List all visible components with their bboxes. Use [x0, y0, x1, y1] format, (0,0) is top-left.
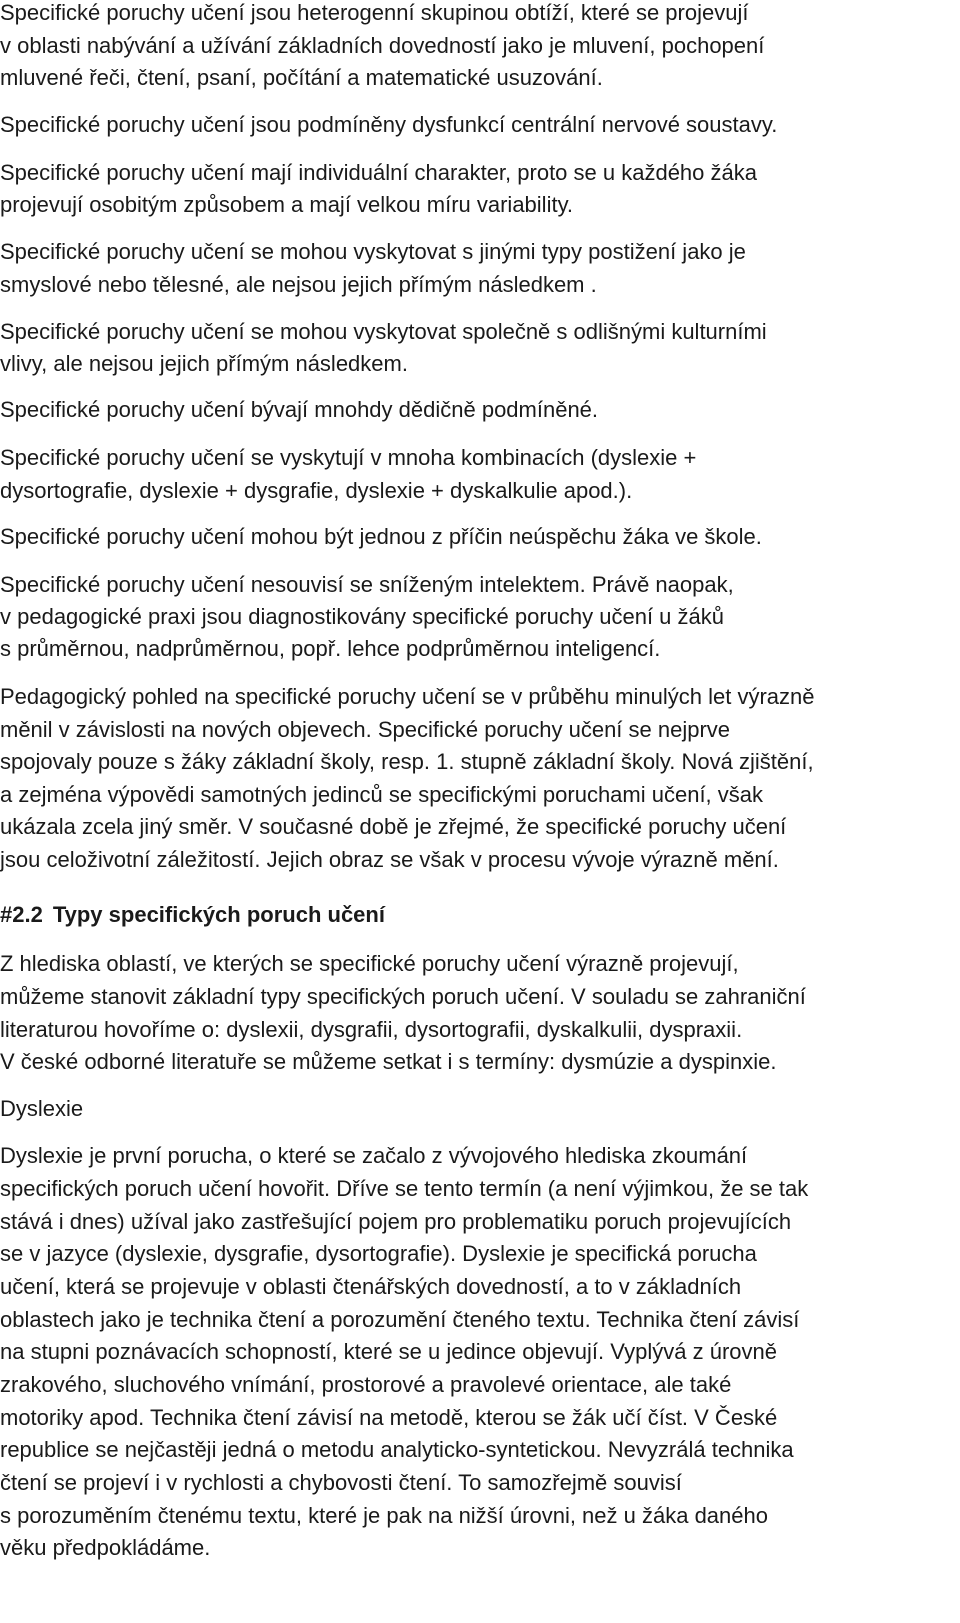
text-line: specifických poruch učení hovořit. Dříve se tento termín (a není výjimkou, že se tak: [0, 1176, 809, 1201]
text-line: Specifické poruchy učení se mohou vyskytovat společně s odlišnými kulturními: [0, 319, 767, 344]
section-number: #2.2: [0, 902, 43, 927]
text-line: ukázala zcela jiný směr. V současné době je zřejmé, že specifické poruchy učení: [0, 814, 787, 839]
text-line: čtení se projeví i v rychlosti a chybovosti čtení. To samozřejmě souvisí: [0, 1470, 682, 1495]
text-line: motoriky apod. Technika čtení závisí na metodě, kterou se žák učí číst. V České: [0, 1405, 778, 1430]
text-line: jsou celoživotní záležitostí. Jejich obraz se však v procesu vývoje výrazně mění.: [0, 847, 779, 872]
text-line: Dyslexie: [0, 1096, 84, 1121]
text-line: na stupni poznávacích schopností, které se u jedince objevují. Vyplývá z úrovně: [0, 1339, 777, 1364]
text-line: dysortografie, dyslexie + dysgrafie, dyslexie + dyskalkulie apod.).: [0, 478, 633, 503]
text-line: republice se nejčastěji jedná o metodu analyticko-syntetickou. Nevyzrálá technika: [0, 1437, 794, 1462]
text-line: měnil v závislosti na nových objevech. Specifické poruchy učení se nejprve: [0, 717, 731, 742]
text-line: Z hlediska oblastí, ve kterých se specifické poruchy učení výrazně projevují,: [0, 951, 739, 976]
text-line: vlivy, ale nejsou jejich přímým následkem.: [0, 351, 408, 376]
text-line: Specifické poruchy učení bývají mnohdy dědičně podmíněné.: [0, 397, 599, 422]
section-heading: [0, 898, 385, 931]
text-line: Specifické poruchy učení mohou být jednou z příčin neúspěchu žáka ve škole.: [0, 524, 762, 549]
section-title: Typy specifických poruch učení: [52, 902, 385, 927]
text-line: Specifické poruchy učení nesouvisí se sníženým intelektem. Právě naopak,: [0, 572, 734, 597]
text-line: zrakového, sluchového vnímání, prostorové a pravolevé orientace, ale také: [0, 1372, 732, 1397]
text-line: v pedagogické praxi jsou diagnostikovány specifické poruchy učení u žáků: [0, 604, 724, 629]
text-line: oblastech jako je technika čtení a porozumění čteného textu. Technika čtení závisí: [0, 1307, 800, 1332]
text-line: Specifické poruchy učení jsou podmíněny dysfunkcí centrální nervové soustavy.: [0, 112, 778, 137]
text-line: literaturou hovoříme o: dyslexii, dysgrafii, dysortografii, dyskalkulii, dyspraxii.: [0, 1017, 743, 1042]
text-line: spojovaly pouze s žáky základní školy, resp. 1. stupně základní školy. Nová zjištění,: [0, 749, 814, 774]
text-line: učení, která se projevuje v oblasti čtenářských dovedností, a to v základních: [0, 1274, 742, 1299]
text-line: Pedagogický pohled na specifické poruchy učení se v průběhu minulých let výrazně: [0, 684, 815, 709]
text-line: Specifické poruchy učení se vyskytují v mnoha kombinacích (dyslexie +: [0, 445, 697, 470]
text-line: věku předpokládáme.: [0, 1535, 211, 1560]
text-line: smyslové nebo tělesné, ale nejsou jejich přímým následkem .: [0, 272, 597, 297]
text-line: Specifické poruchy učení jsou heterogenní skupinou obtíží, které se projevují: [0, 0, 749, 25]
text-line: můžeme stanovit základní typy specifických poruch učení. V souladu se zahraniční: [0, 984, 806, 1009]
text-line: mluvené řeči, čtení, psaní, počítání a matematické usuzování.: [0, 65, 603, 90]
text-line: projevují osobitým způsobem a mají velkou míru variability.: [0, 192, 574, 217]
text-line: Specifické poruchy učení se mohou vyskytovat s jinými typy postižení jako je: [0, 239, 746, 264]
text-line: V české odborné literatuře se můžeme setkat i s termíny: dysmúzie a dyspinxie.: [0, 1049, 777, 1074]
text-line: v oblasti nabývání a užívání základních dovedností jako je mluvení, pochopení: [0, 33, 765, 58]
text-line: a zejména výpovědi samotných jedinců se specifickými poruchami učení, však: [0, 782, 764, 807]
text-line: s průměrnou, nadprůměrnou, popř. lehce podprůměrnou inteligencí.: [0, 636, 661, 661]
text-line: Specifické poruchy učení mají individuální charakter, proto se u každého žáka: [0, 160, 757, 185]
text-line: stává i dnes) užíval jako zastřešující pojem pro problematiku poruch projevujících: [0, 1209, 792, 1234]
text-line: se v jazyce (dyslexie, dysgrafie, dysortografie). Dyslexie je specifická porucha: [0, 1241, 757, 1266]
text-line: Dyslexie je první porucha, o které se začalo z vývojového hlediska zkoumání: [0, 1143, 748, 1168]
text-line: s porozuměním čtenému textu, které je pak na nižší úrovni, než u žáka daného: [0, 1503, 768, 1528]
